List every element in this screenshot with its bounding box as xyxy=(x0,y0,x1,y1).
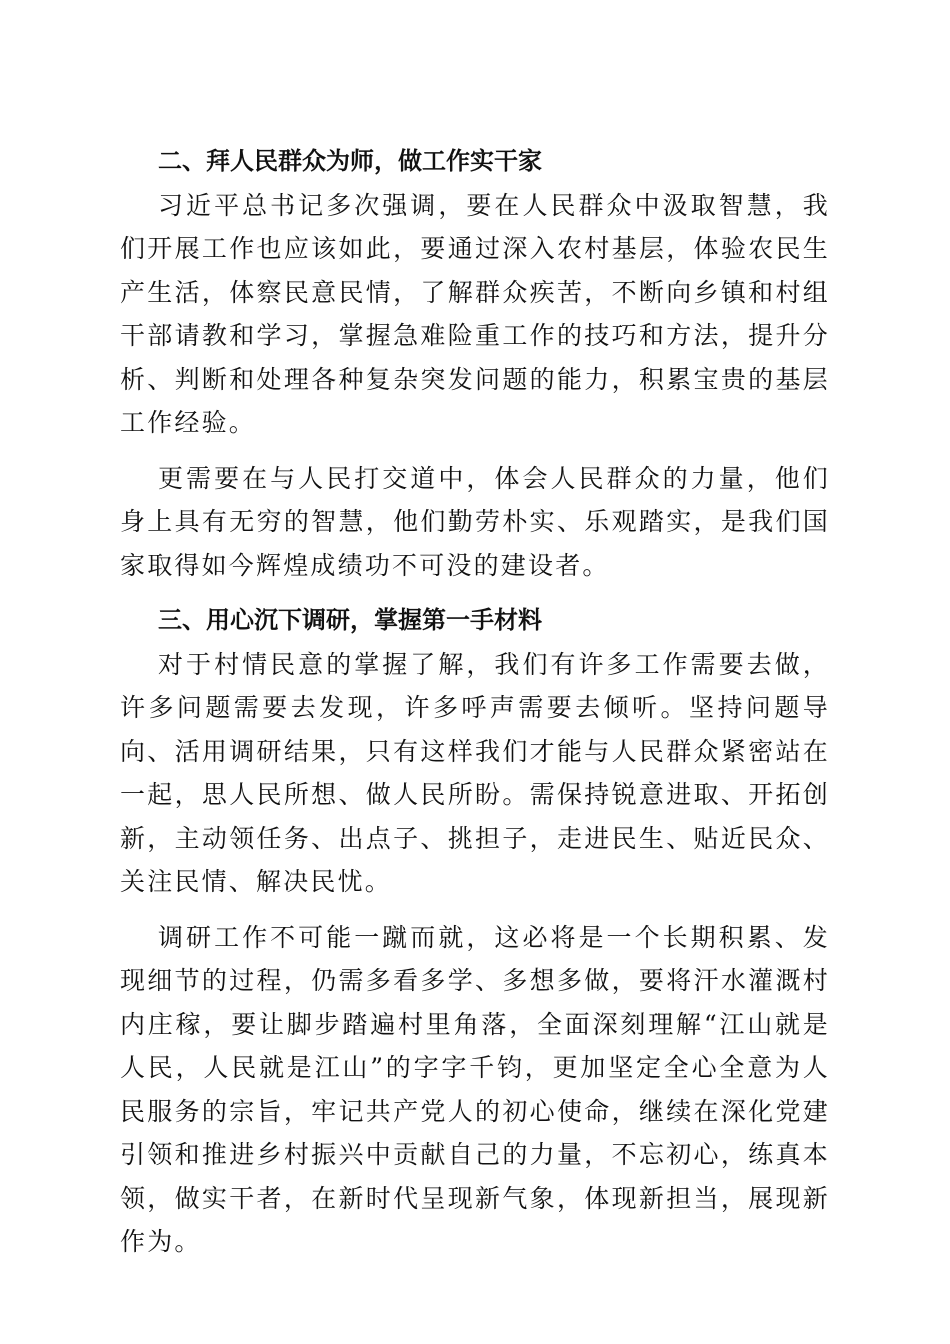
paragraph-gap xyxy=(120,904,830,916)
body-paragraph: 对于村情民意的掌握了解，我们有许多工作需要去做，许多问题需要去发现，许多呼声需要去倾听。坚持问题导向、活用调研结果，只有这样我们才能与人民群众紧密站在一起，思人民所想、做人民所盼。需保持锐意进取、开拓创新，主动领任务、出点子、挑担子，走进民生、贴近民众、关注民情、解决民忧。 xyxy=(120,649,830,896)
section-heading-3: 三、用心沉下调研，掌握第一手材料 xyxy=(158,606,542,634)
paragraph-gap xyxy=(120,587,830,599)
body-paragraph: 习近平总书记多次强调，要在人民群众中汲取智慧，我们开展工作也应该如此，要通过深入农村基层，体验农民生产生活，体察民意民情，了解群众疾苦，不断向乡镇和村组干部请教和学习，掌握急难险重工作的技巧和方法，提升分析、判断和处理各种复杂突发问题的能力，积累宝贵的基层工作经验。 xyxy=(120,190,830,437)
paragraph-gap xyxy=(120,445,830,457)
body-paragraph: 更需要在与人民打交道中，体会人民群众的力量，他们身上具有无穷的智慧，他们勤劳朴实、乐观踏实，是我们国家取得如今辉煌成绩功不可没的建设者。 xyxy=(120,463,830,580)
document-body xyxy=(120,140,830,1264)
body-paragraph: 调研工作不可能一蹴而就，这必将是一个长期积累、发现细节的过程，仍需多看多学、多想多做，要将汗水灌溉村内庄稼，要让脚步踏遍村里角落，全面深刻理解“江山就是人民，人民就是江山”的字字千钧，更加坚定全心全意为人民服务的宗旨，牢记共产党人的初心使命，继续在深化党建引领和推进乡村振兴中贡献自己的力量，不忘初心，练真本领，做实干者，在新时代呈现新气象，体现新担当，展现新作为。 xyxy=(120,922,830,1256)
section-heading-2: 二、拜人民群众为师，做工作实干家 xyxy=(158,147,542,175)
